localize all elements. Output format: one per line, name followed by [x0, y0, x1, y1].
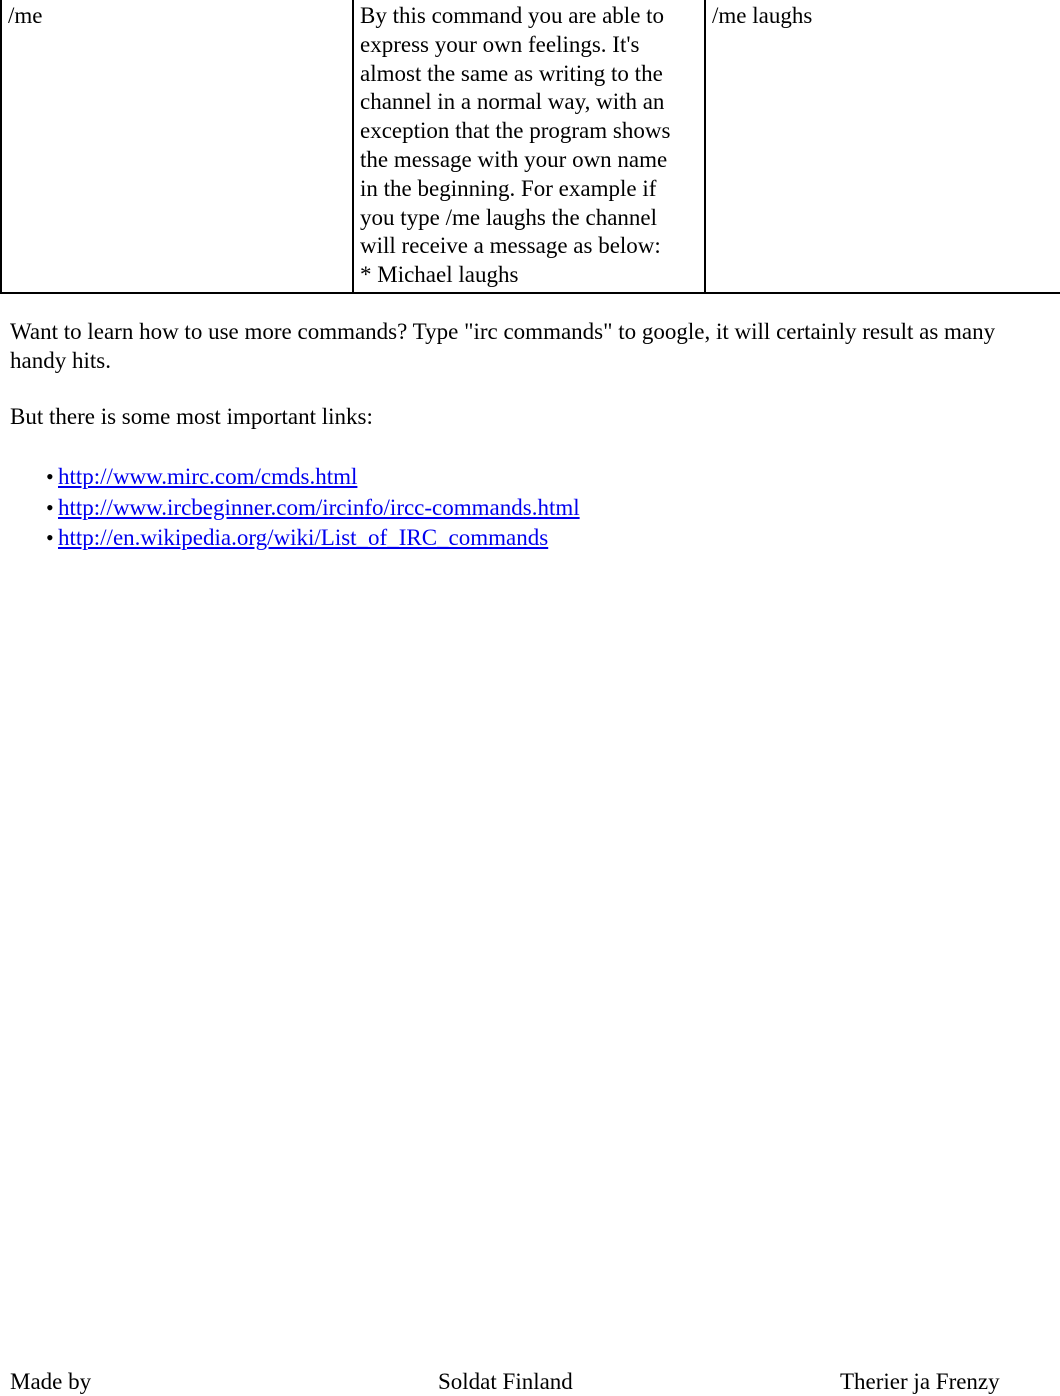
- description-line: in the beginning. For example if: [360, 175, 657, 201]
- example-cell: [705, 0, 1060, 293]
- link-mirc-cmds[interactable]: http://www.mirc.com/cmds.html: [58, 464, 358, 489]
- description-line: By this command you are able to: [360, 3, 665, 28]
- links-intro-paragraph: But there is some most important links:: [10, 404, 373, 429]
- list-item: [46, 493, 580, 524]
- example-text: /me laughs: [712, 3, 813, 28]
- footer-authors: Therier ja Frenzy: [840, 1369, 1000, 1394]
- link-ircbeginner-commands[interactable]: http://www.ircbeginner.com/ircinfo/ircc-commands.html: [58, 494, 580, 520]
- list-item: [46, 462, 580, 493]
- command-cell: [1, 0, 353, 293]
- description-cell: [353, 0, 705, 293]
- bullet-icon: •: [46, 494, 54, 520]
- description-line: the message with your own name: [360, 146, 668, 172]
- list-item: [46, 523, 580, 554]
- bullet-icon: •: [46, 525, 54, 550]
- description-line: almost the same as writing to the: [360, 60, 663, 86]
- description-line: express your own feelings. It's: [360, 31, 640, 57]
- footer-made-by: Made by: [10, 1369, 92, 1394]
- table-row: [1, 0, 1060, 293]
- bullet-icon: •: [46, 464, 54, 489]
- description-line: exception that the program shows: [360, 118, 671, 144]
- more-commands-paragraph: Want to learn how to use more commands? Type "irc commands" to google, it will certainly result as many handy hits.: [10, 319, 996, 373]
- description-line: * Michael laughs: [360, 262, 519, 288]
- link-wikipedia-irc-commands[interactable]: http://en.wikipedia.org/wiki/List_of_IRC_commands: [58, 525, 549, 550]
- command-text: /me: [8, 3, 43, 28]
- description-line: will receive a message as below:: [360, 233, 661, 259]
- description-line: channel in a normal way, with an: [360, 89, 665, 115]
- page-footer: [0, 1368, 1060, 1396]
- links-list: [46, 462, 580, 554]
- footer-organization: Soldat Finland: [438, 1369, 573, 1394]
- description-line: you type /me laughs the channel: [360, 204, 658, 230]
- commands-table: [0, 0, 1060, 294]
